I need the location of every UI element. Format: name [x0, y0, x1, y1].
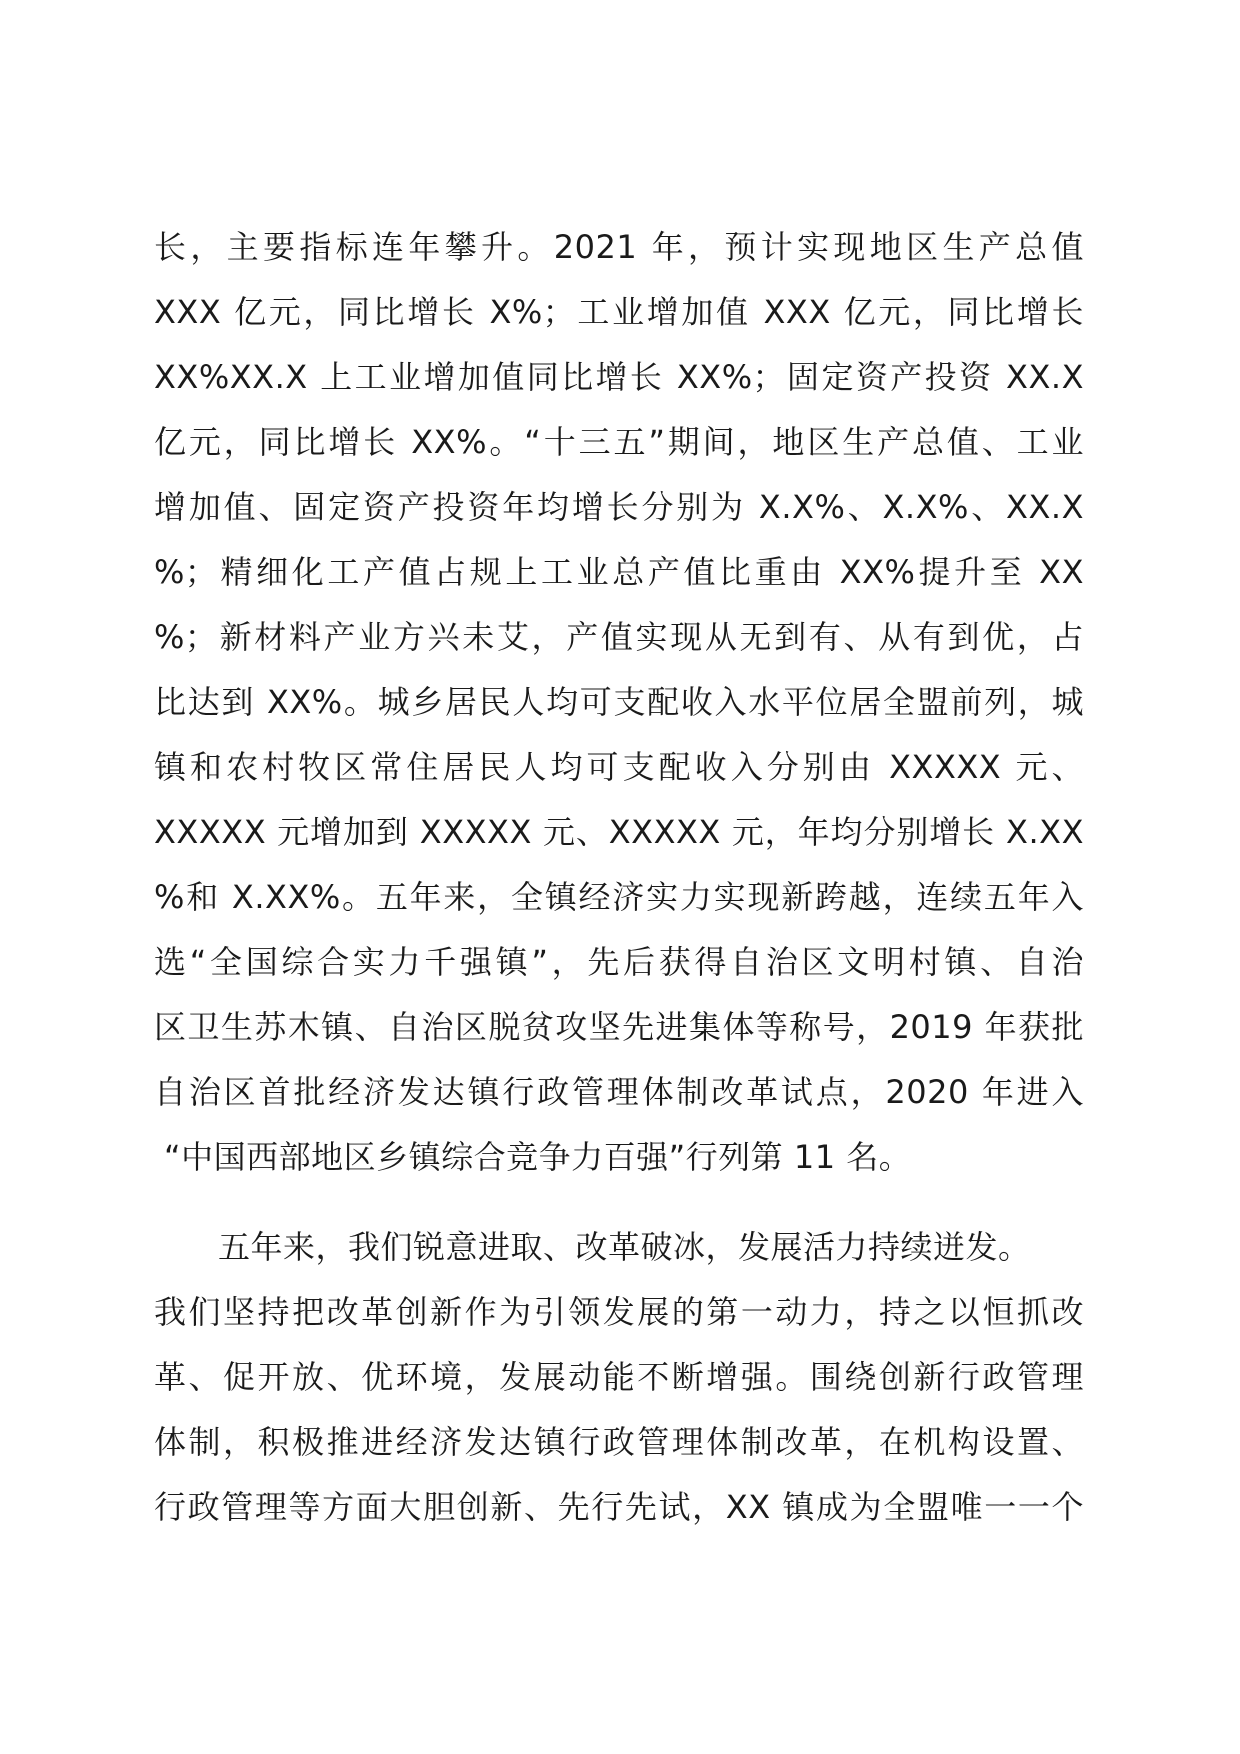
- paragraph-line: 长，主要指标连年攀升。2021 年，预计实现地区生产总值: [154, 228, 1084, 266]
- paragraph-line: %；精细化工产值占规上工业总产值比重由 XX%提升至 XX: [154, 553, 1084, 591]
- paragraph-first-line: 五年来，我们锐意进取、改革破冰，发展活力持续迸发。: [218, 1228, 1031, 1266]
- paragraph-reform: [154, 1215, 1084, 1540]
- paragraph-line: 镇和农村牧区常住居民人均可支配收入分别由 XXXXX 元、: [154, 748, 1084, 786]
- paragraph-line: 革、促开放、优环境，发展动能不断增强。围绕创新行政管理: [154, 1358, 1084, 1396]
- paragraph-line: %；新材料产业方兴未艾，产值实现从无到有、从有到优，占: [154, 618, 1084, 656]
- paragraph-line: 比达到 XX%。城乡居民人均可支配收入水平位居全盟前列，城: [154, 683, 1084, 721]
- paragraph-line: 行政管理等方面大胆创新、先行先试，XX 镇成为全盟唯一一个: [154, 1488, 1084, 1526]
- paragraph-line: %和 X.XX%。五年来，全镇经济实力实现新跨越，连续五年入: [154, 878, 1084, 916]
- paragraph-line: XX%XX.X 上工业增加值同比增长 XX%；固定资产投资 XX.X: [154, 358, 1084, 396]
- paragraph-line: 自治区首批经济发达镇行政管理体制改革试点，2020 年进入: [154, 1073, 1084, 1111]
- paragraph-line: XXX 亿元，同比增长 X%；工业增加值 XXX 亿元，同比增长: [154, 293, 1084, 331]
- paragraph-line: 选“全国综合实力千强镇”，先后获得自治区文明村镇、自治: [154, 943, 1084, 981]
- paragraph-economic-growth: [154, 215, 1084, 1190]
- paragraph-line: XXXXX 元增加到 XXXXX 元、XXXXX 元，年均分别增长 X.XX: [154, 813, 1084, 851]
- paragraph-line: 我们坚持把改革创新作为引领发展的第一动力，持之以恒抓改: [154, 1293, 1084, 1331]
- paragraph-last-line: “中国西部地区乡镇综合竞争力百强”行列第 11 名。: [164, 1138, 912, 1176]
- paragraph-line: 体制，积极推进经济发达镇行政管理体制改革，在机构设置、: [154, 1423, 1084, 1461]
- paragraph-line: 区卫生苏木镇、自治区脱贫攻坚先进集体等称号，2019 年获批: [154, 1008, 1084, 1046]
- paragraph-line: 亿元，同比增长 XX%。“十三五”期间，地区生产总值、工业: [154, 423, 1084, 461]
- paragraph-line: 增加值、固定资产投资年均增长分别为 X.X%、X.X%、XX.X: [154, 488, 1084, 526]
